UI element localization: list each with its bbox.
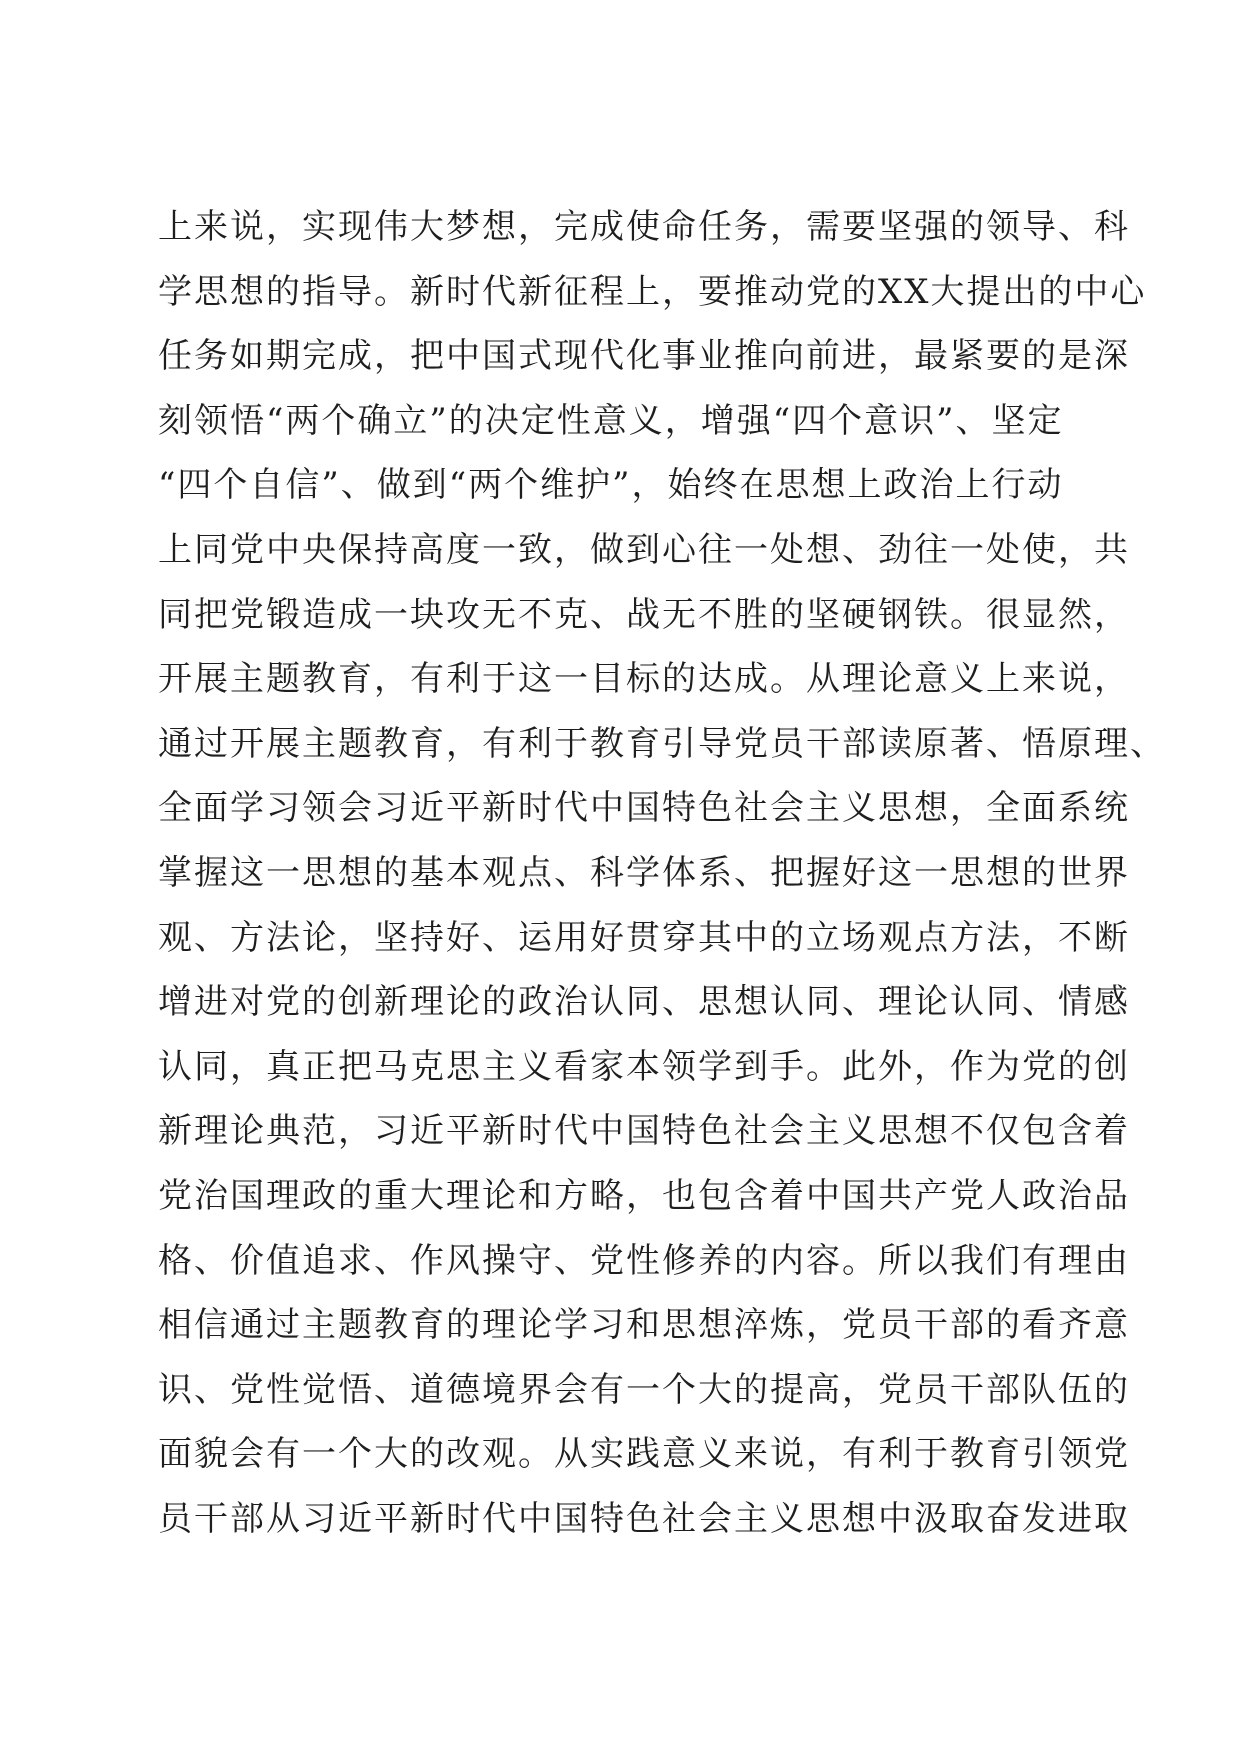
- text-line: 上同党中央保持高度一致，做到心往一处想、劲往一处使，共: [158, 529, 1130, 570]
- text-line: 观、方法论，坚持好、运用好贯穿其中的立场观点方法，不断: [158, 917, 1130, 958]
- text-line: 党治国理政的重大理论和方略，也包含着中国共产党人政治品: [158, 1175, 1130, 1216]
- body-paragraph: [158, 195, 1166, 1551]
- text-line: 相信通过主题教育的理论学习和思想淬炼，党员干部的看齐意: [158, 1305, 1130, 1346]
- text-line: 员干部从习近平新时代中国特色社会主义思想中汲取奋发进取: [158, 1498, 1130, 1539]
- text-line: 刻领悟“两个确立”的决定性意义，增强“四个意识”、坚定: [158, 400, 1064, 441]
- text-line: “四个自信”、做到“两个维护”，始终在思想上政治上行动: [158, 465, 1064, 506]
- text-line: 识、党性觉悟、道德境界会有一个大的提高，党员干部队伍的: [158, 1369, 1130, 1410]
- text-line: 认同，真正把马克思主义看家本领学到手。此外，作为党的创: [158, 1046, 1130, 1087]
- text-line: 通过开展主题教育，有利于教育引导党员干部读原著、悟原理、: [158, 723, 1166, 764]
- text-line: 增进对党的创新理论的政治认同、思想认同、理论认同、情感: [158, 982, 1130, 1023]
- text-line: 格、价值追求、作风操守、党性修养的内容。所以我们有理由: [158, 1240, 1130, 1281]
- text-line: 学思想的指导。新时代新征程上，要推动党的XX大提出的中心: [158, 271, 1147, 312]
- text-line: 同把党锻造成一块攻无不克、战无不胜的坚硬钢铁。很显然，: [158, 594, 1130, 635]
- text-line: 掌握这一思想的基本观点、科学体系、把握好这一思想的世界: [158, 852, 1130, 893]
- text-line: 开展主题教育，有利于这一目标的达成。从理论意义上来说，: [158, 659, 1130, 700]
- text-line: 上来说，实现伟大梦想，完成使命任务，需要坚强的领导、科: [158, 207, 1130, 247]
- text-line: 新理论典范，习近平新时代中国特色社会主义思想不仅包含着: [158, 1111, 1130, 1152]
- text-line: 全面学习领会习近平新时代中国特色社会主义思想，全面系统: [158, 788, 1130, 829]
- text-line: 任务如期完成，把中国式现代化事业推向前进，最紧要的是深: [158, 336, 1130, 377]
- text-line: 面貌会有一个大的改观。从实践意义来说，有利于教育引领党: [158, 1434, 1130, 1475]
